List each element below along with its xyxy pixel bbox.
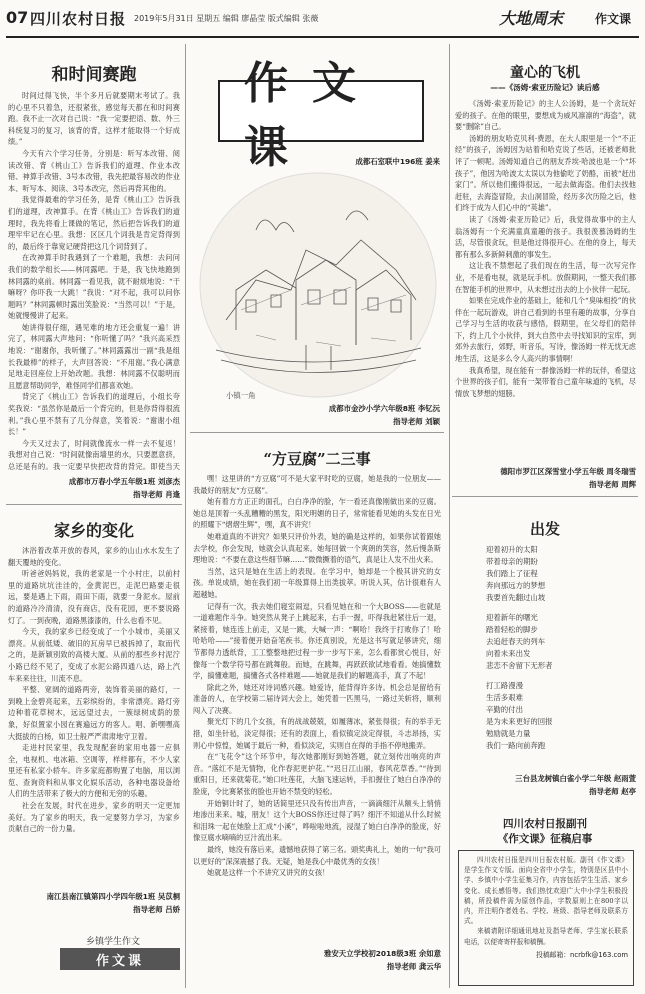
poem-body (486, 544, 636, 760)
paragraph: 如果在完成作业的基础上，能和几个“臭味相投”的伙伴在一起玩游戏，讲自己看到的书里有趣的故事，分享自己学习与生活的收获与感悟，假期里，在父母们的陪伴下，约上几个小伙伴，到大自然中去寻找知识的宝库，到郊外去旅行，郊野，听音乐，写诗，像汤姆一样无忧无虑地生活，这是多么令人高兴的事情啊！ (455, 296, 636, 364)
page-header (6, 4, 639, 38)
poem-line: 生活多艰难 (486, 693, 523, 702)
poem-title: 出发 (529, 520, 560, 538)
notice-box (458, 850, 634, 986)
poem-line: 带着母亲的期盼 (486, 557, 538, 566)
poem-line: 向着未来出发 (486, 649, 531, 658)
article4-subtitle: ——《汤姆·索亚历险记》读后感 (490, 83, 600, 92)
article1-teacher: 指导老师 肖逢 (133, 490, 180, 499)
paragraph: 《汤姆·索亚历险记》的主人公汤姆，是一个贪玩好爱的孩子。在他的眼里，要想成为威风凛凛的“海盗”，就要“删除”自己。 (455, 99, 636, 132)
article4-school: 德阳市罗江区深雪堂小学五年级 周冬瑞雪 (500, 467, 636, 476)
logo-caption: 成都石室联中196班 姜来 (355, 157, 440, 166)
column-divider-left (185, 44, 186, 988)
paragraph: 今天又过去了，时间就像流水一样一去不复返！我想对自己说：“时间就像南墙里的水，只要愿意挤，总还是有的。我一定要早快把改背的背完。即使当天 (8, 438, 180, 471)
drawing-school: 成都市金沙小学六年级8班 李钇沅 (328, 404, 440, 413)
column-brand: 大地周末 (499, 9, 564, 28)
poem-line: 我们踏上了征程 (486, 569, 538, 578)
paragraph: 社会在发展，时代在进步，家乡的明天一定更加美好。为了家乡的明天，我一定要努力学习，为家乡贡献自己的一份力量。 (8, 801, 180, 834)
paragraph: 今天有六个学习任务，分别是：听写本改错、阅读改错、背《桃山工》告诉我们的道理、作业本改错、神算手改错、3号本改错，我先把最容易改的作业本、听写本、阅读、3号本改完，然后再背其他的。 (8, 148, 180, 193)
paragraph: 她讲得很仔细，遇见难的地方还会重复一遍！讲完了，林同露大声地问：“你听懂了吗？”我兴高采烈地说：“谢谢你，我听懂了。”林同露露出一副“我是组长我最棒”的样子，大声回答说：“不用谢。”我心满意足地走回座位上开始改题。我想：林同露不仅聪明而且愿意帮助同学，难怪同学们都喜欢她。 (8, 322, 180, 390)
article1-school: 成都市万春小学五年级1班 刘彦杰 (68, 477, 180, 486)
article1-title: 和时间赛跑 (51, 65, 137, 85)
poem-line: 去追赶春天的列车 (486, 637, 546, 646)
drawing-label: 小镇一角 (226, 391, 256, 400)
town-drawing (196, 170, 440, 400)
notice-body: 四川农村日报是四川日报农村版。副刊《作文课》是学生作文专版。面向全省中小学生，特别是区县中小学、乡镇中小学生征集习作，内容包括学生生活、家乡变化、成长感悟等。我们热忱欢迎广大中小学生积极投稿，所投稿件需为原创作品，字数原则上在800字以内，并注明作者姓名、学校、班级、指导老师及联系方式。 (464, 856, 628, 926)
paragraph: 开始铜计时了，她的话简里还只没有传出声音，一滴滴细汗从额头上悄悄地渗出来来。嘘，朋友！这个大BOSS你还过得了吗？细汗不知道从什么时候和泪珠一起在她脸上汇成“小溪”，哗啦啦地流，浸湿了她白白净净的脸庞，好像豆腐水嘀嘀的豆汁流出来。 (193, 798, 441, 843)
poem-line: 打工路漫漫 (486, 681, 523, 690)
poem-line: 我要首先翻过山坡 (486, 593, 546, 602)
poem-line: 是为未来更好的回报 (486, 717, 553, 726)
paragraph: 她就是这样一个不讲究又讲究的女孩！ (207, 868, 330, 878)
paragraph: 平整、宽阔的道路两旁，装饰着美丽的路灯，一到晚上金碧亮起来，五彩缤纷的，非常漂亮。路灯旁边种着花草树木，远远望过去，一簇绿树成荫的景象，好似置家小园在赛遍远方的客人。唱、新嘿嘿高大挺拔的白杨，如卫士般严严肃肃地守卫着。 (8, 685, 180, 741)
paragraph: 嘿！这里讲的“方豆腐”可不是大家平时吃的豆腐，她是我的一位朋友——我最好的朋友“方豆腐”。 (193, 474, 441, 495)
poem-stanza (486, 612, 636, 672)
article1-body (8, 90, 180, 473)
town-sketch-illustration (196, 170, 440, 400)
poem-line: 悲恋不舍留下无形者 (486, 661, 553, 670)
article2-teacher: 指导老师 吕娇 (133, 905, 180, 914)
paragraph: 背完了《桃山工》告诉我们的道理后，小组长夸奖我说：“虽然你是最后一个背完的，但是你背得很流利。”我心里不禁有了几分得意，笑着说：“谢谢小组长！” (8, 392, 180, 437)
divider (452, 496, 638, 497)
poem-teacher: 指导老师 赵亭 (589, 787, 636, 796)
drawing-teacher: 指导老师 刘颖 (393, 417, 440, 426)
poem-line: 辛勤的付出 (486, 705, 523, 714)
paper-name: 四川农村日报 (30, 10, 127, 28)
column-divider-right (449, 44, 450, 988)
paragraph: 聚光灯下的几个女孩，有的战战兢兢，如履薄冰，紧张得很；有的举手无措，如坐针毡，淡定得很；还有的表面上，看似镇定淡定得很，斗志昂扬，实则心中惊惶，她属于最后一种，看似淡定，实则自在得的手指不停地搬弄。 (193, 717, 441, 750)
footer-tag: 作文课 (60, 948, 180, 970)
paragraph: 最终，她没有落后来，遗憾地获得了第三名。頭奖典礼上，她的一句“我可以更好的”深深震撼了我。无疑，她是我心中最优秀的女孩！ (193, 845, 441, 866)
poem-line: 我们一路向前奔跑 (486, 741, 546, 750)
poem-line: 迎着新年的曙光 (486, 613, 538, 622)
divider (190, 432, 444, 433)
paragraph: 记得有一次，我去她们寝室闹逗，只看见她在和一个大BOSS——也就是一道难题作斗争。她突然从凳子上跳起来，右手一握，吓得我赶紧往后一退，紧接着，她连连上前走，又是一跳，大喊一声：“啊哈！我终于打败你了！哈哈哈哈——”接着便开始奋笔疾书。你还真别说，光是这书写就足够讲究，细节都得力透纸背，工工整整地把过程一步一步写下来，怎么看都赏心悦目，好像每一个数学符号都在跳舞般。而她，在跳舞，再跃跃欲试地看看。她搞懂数学，搞懂难题，搞懂各式各样难题——她就是我们的解题高手，真了不起！ (193, 601, 441, 681)
logo-text: 作文课 (244, 58, 380, 173)
article2-body (8, 545, 180, 888)
article4-teacher: 指导老师 周辉 (589, 480, 636, 489)
notice-email: 投稿邮箱：ncrbfk@163.com (536, 950, 628, 959)
poem-stanza (486, 544, 636, 604)
poem-line: 踏着轻松的脚步 (486, 625, 538, 634)
issue-meta: 2019年5月31日 星期五 编辑 廖晶莹 版式编辑 张薇 (134, 14, 319, 23)
paragraph: 今天，我的家乡已经变成了一个小城市，美丽又漂亮。从前低矮、破旧的瓦房早已被拆掉了，取而代之的，是新颖别致的高楼大厦。从前的那些乡村泥泞小路已经不见了，变成了水泥公路四通八达，路上汽车来来往往，川流不息。 (8, 627, 180, 683)
paragraph: 这让我不禁想起了我们现在的生活，每一次写完作业，不是看电视，就是玩手机。放假期间，一整天我们都在智能手机的世界中，从未想过出去的上小伙伴一起玩。 (455, 261, 636, 294)
article4-title: 童心的飞机 (510, 65, 580, 81)
paragraph: 她难道真的不讲究？如果只评价外表，她的确是这样的，如果你试着跟她去学校，你会发现，她就会认真起来。她每回做一个爽朗的笑容，然后慢条斯理地说：“不要在意这些细节嘛……”微微撅着的语气，真是让人发不出火来。 (193, 531, 441, 565)
paragraph: 我觉得最难的学习任务，是背《桃山工》告诉我们的道理，改神算手。在背《桃山工》告诉我们的道理时，我先将看上课做的笔记，然后把告诉我们的道理牢牢记在心里。我想：区区几个词我是肯定背得到的，最后终于靠宽记硬背把这几个词背到了。 (8, 195, 180, 251)
paragraph: 她有着方方正正的面孔，白白净净的脸，乍一看还真像刚做出来的豆腐。她总是顶着一头乱糟糟的黑发，阳光明媚的日子，常常能看见她的头发在日光的照耀下“熠熠生辉”，嘿，真不讲究！ (193, 497, 441, 530)
paragraph: 在“飞花令”这个环节中，每次她都刚好到她答题，就立刻传出响亮的声音。“落红不是无情物，化作春泥更护花。”“迟日江山丽，春风花草香。”“待到重阳日，还来就菊花。”她口吐莲花，大脑飞速运转，手扣握住了她白白净净的脸庞，令比赛紧张的脸也开始不禁变的轻松。 (193, 752, 441, 797)
paragraph: 走进村民家里，我发现配套的家用电器一应俱全，电视机、电冰箱、空调等，样样都有，不少人家里还有私家小轿车。许多家庭都购置了电脑，用以浏览、查询资料和从事文化娱乐活动，各种电器设备给人们的生活带来了极大的方便和无穷的乐趣。 (8, 743, 180, 799)
article3-title: “方豆腐”二三事 (263, 450, 371, 468)
paragraph: 我真希望，现在能有一群像汤姆一样的玩伴，希望这个世界的孩子们，能有一架带着自己童年味道的飞机，尽情放飞梦想的翅膀。 (455, 365, 636, 398)
paragraph: 当然，这只是她在生活上的表现。在学习中，她却是一个极其讲究的女孩。单说成绩，她在我们初一年级算得上出类拔萃。听说入其，估计很难有人超越她。 (193, 566, 441, 599)
poem-school: 三台县龙树镇白雀小学二年级 赵雨萱 (515, 774, 636, 783)
notice-body-2: 来稿请附详细通讯地址及指导老师、学生家长联系电话，以便寄寄样报和稿酬。 (464, 927, 628, 946)
section-name: 作文课 (595, 12, 632, 26)
paragraph: 听爸爸妈妈说，我的老家是一个小村庄，以前村里的道路坑坑洼洼的，金黄泥巴，走泥巴路要走很远，要是遇上下雨，雨田下雨，就要一身泥水。屋前的道路冷冷清清，没有商店，没有花园，更不要说路灯了。一到夜晚，道路黑漆漆的，什么也看不见。 (8, 569, 180, 625)
article4-body (455, 98, 636, 462)
paragraph: 汤姆的朋友哈克贝利·费恩，在大人眼里是一个“不正经”的孩子，汤姆因为站着和哈克说了些话，还被老师批评了一顿呢。汤姆知道自己的朋友乔埃·哈波也是一个“坏孩子”，他因为哈波太太误以为他偷吃了奶酪，而被“赶出家门”。所以他们搬得很远，一起去做海盗。他们去找他赶驻，去海盗冒险，去山洞冒险，经历多次历险之后，他们终于成为人们心中的“英雄”。 (455, 133, 636, 213)
poem-line: 勉励就是力量 (486, 729, 531, 738)
notice-title-line2: 《作文课》征稿启事 (497, 833, 593, 845)
paragraph: 除此之外，她还对诗词感兴趣。她爱诗，能背得许多诗。机会总是留给有准备的人，在学校第二届诗词大会上，她凭着一匹黑马，一路过关斩将，顺利闯入了决赛。 (193, 682, 441, 715)
poem-line: 奔向那远方的梦想 (486, 581, 546, 590)
paragraph: 读了《汤姆·索亚历险记》后，我觉得故事中的主人翁汤姆有一个充满童真童趣的孩子。我很羡慕汤姆的生活，尽管很贪玩，但是他过得很开心。在他的身上，每天都有那么多新鲜刺激的事发生。 (455, 214, 636, 259)
divider (6, 504, 182, 505)
article3-body (193, 473, 441, 944)
article2-school: 南江县南江镇第四小学四年级1班 吴苡桐 (46, 892, 180, 901)
poem-stanza (486, 680, 636, 752)
page-number: 07 (6, 8, 29, 27)
poem-line: 迎着初升的太阳 (486, 545, 538, 554)
article3-teacher: 指导老师 龚云华 (386, 962, 441, 971)
article3-school: 雅安天立学校初2018级3班 余如意 (324, 949, 441, 958)
notice-title-line1: 四川农村日报副刊 (503, 818, 587, 830)
paragraph: 时间过得飞快，半个多月后就要期末考试了。我的心里不只着急，还很紧张，感觉每天都在和时间赛跑。我不止一次对自己说：“我一定要把语、数、外三科统复习的复习，该背的背，这样才能取得一个好成绩。” (8, 91, 180, 147)
footer-subtitle: 乡镇学生作文 (86, 937, 141, 947)
paragraph: 沐浴着改革开放的春风，家乡的山山水水发生了翻天覆地的变化。 (8, 546, 180, 567)
paragraph: 在改神算手时我遇到了一个难题，我想：去问问我们的数学组长——林同露吧。于是，我飞快地跑到林同露的桌前。林同露一看见我，就不耐烦地说：“干嘛呀？你吓我一大跳！”我说：“对不起，我可以问你题吗？”林同露顿时露出笑脸说：“当然可以！”于是，她就慢慢讲了起来。 (8, 253, 180, 321)
article2-title: 家乡的变化 (53, 521, 134, 540)
